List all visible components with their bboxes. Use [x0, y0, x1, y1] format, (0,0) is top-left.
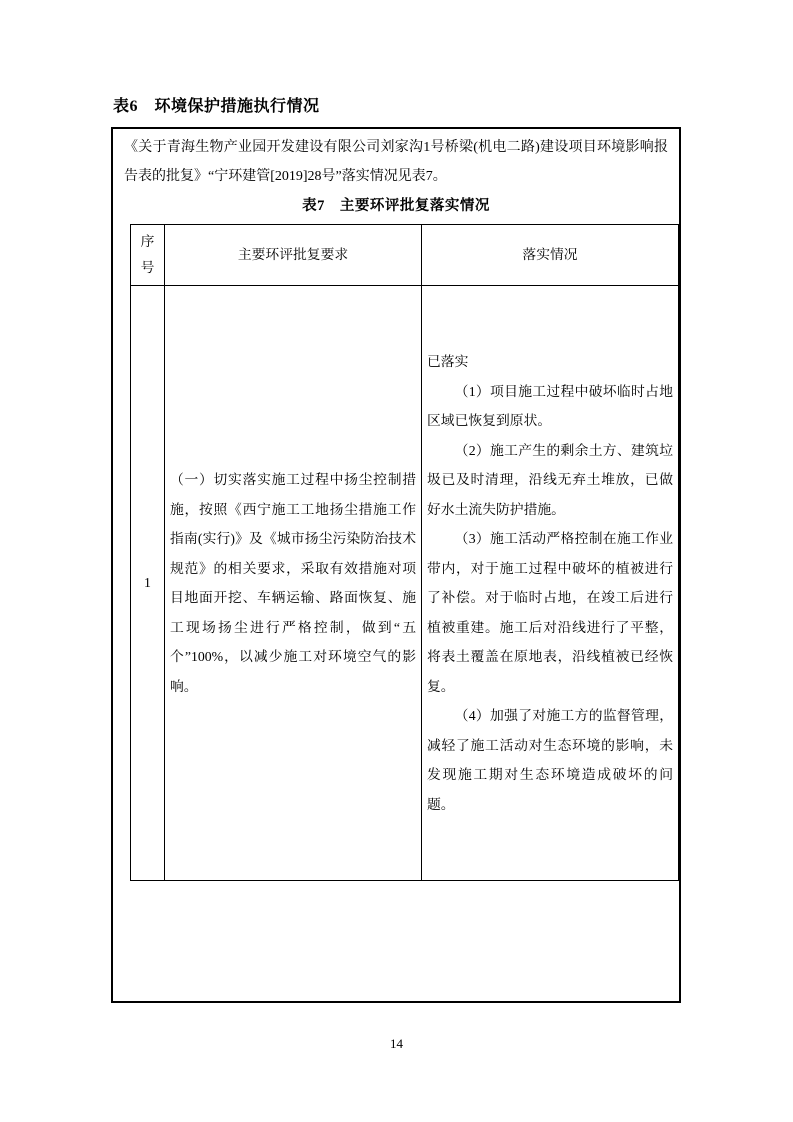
header-index: 序号 — [131, 225, 165, 286]
implementation-item-4: （4）加强了对施工方的监督管理，减轻了施工活动对生态环境的影响，未发现施工期对生态环境造成破坏的问题。 — [427, 708, 673, 812]
requirement-cell — [165, 286, 422, 881]
implementation-item-2: （2）施工产生的剩余土方、建筑垃圾已及时清理，沿线无弃土堆放，已做好水土流失防护措施。 — [427, 442, 673, 517]
table6-title: 表6 环境保护措施执行情况 — [113, 98, 320, 115]
header-requirement: 主要环评批复要求 — [165, 225, 422, 286]
implementation-cell — [422, 286, 679, 881]
implementation-status: 已落实 — [427, 354, 469, 369]
table-row — [131, 286, 679, 881]
page-number: 14 — [390, 1036, 403, 1051]
table7-caption: 表7 主要环评批复落实情况 — [302, 198, 490, 214]
row-index-cell: 1 — [131, 286, 165, 881]
table-header-row — [131, 225, 679, 286]
table6-content-box — [111, 127, 681, 1003]
implementation-item-3: （3）施工活动严格控制在施工作业带内，对于施工过程中破坏的植被进行了补偿。对于临时占地，在竣工后进行植被重建。施工后对沿线进行了平整，将表土覆盖在原地表，沿线植被已经恢复。 — [427, 531, 673, 694]
eia-approval-table — [130, 224, 679, 881]
header-implementation: 落实情况 — [422, 225, 679, 286]
approval-intro-paragraph: 《关于青海生物产业园开发建设有限公司刘家沟1号桥梁(机电二路)建设项目环境影响报告表的批复》“宁环建管[2019]28号”落实情况见表7。 — [124, 140, 668, 184]
requirement-paragraph: （一）切实落实施工过程中扬尘控制措施，按照《西宁施工工地扬尘措施工作指南(实行)》及《城市扬尘污染防治技术规范》的相关要求，采取有效措施对项目地面开挖、车辆运输、路面恢复、施工现场扬尘进行严格控制，做到“五个”100%，以减少施工对环境空气的影响。 — [170, 472, 416, 694]
implementation-item-1: （1）项目施工过程中破坏临时占地区域已恢复到原状。 — [427, 383, 673, 428]
